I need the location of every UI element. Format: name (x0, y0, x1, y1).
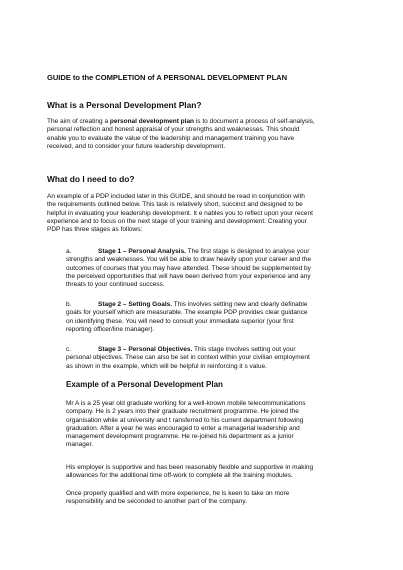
stage-line: the perceived opportunities that will have been derived from your experience and any (66, 272, 311, 280)
paragraph-line: The aim of creating a personal development plan is to document a process of self-analysis, (47, 118, 315, 125)
paragraph-line: manager. (66, 441, 94, 449)
paragraph-line: responsibility and be seconded to another part of the company. (66, 498, 247, 506)
paragraph-line: company. He is 2 years into their graduate recruitment programme. He joined the (66, 408, 299, 416)
stage-line: strengths and weaknesses. You will be able to draw heavily upon your career and the (66, 256, 311, 264)
section-paragraph-what-is-pdp (47, 118, 367, 151)
example-paragraph-2 (66, 464, 386, 481)
paragraph-line: PDP has three stages as follows: (47, 226, 143, 234)
stage-first-line: b. Stage 2 – Setting Goals. This involves setting new and clearly definable (66, 301, 308, 308)
paragraph-line: received, and to consider your future leadership development. (47, 142, 226, 150)
stage-title: Stage 2 – Setting Goals. (98, 301, 173, 308)
stage-title: Stage 1 – Personal Analysis. (98, 248, 186, 255)
example-paragraph-3 (66, 490, 386, 507)
stage-line: threats to your continued success. (66, 281, 165, 289)
stage-first-line: c. Stage 3 – Personal Objectives. This stage involves setting out your (66, 346, 296, 353)
paragraph-line: enable you to evaluate the value of the leadership and management training you have (47, 134, 295, 142)
paragraph-line: His employer is supportive and has been reasonably flexible and supportive in making (66, 464, 314, 471)
paragraph-line: graduation. After a year he was encouraged to enter a managerial leadership and (66, 424, 300, 432)
stage-line: goals for yourself which are measurable. The example PDP provides clear guidance (66, 309, 308, 317)
paragraph-line: Mr A is a 25 year old graduate working for a well-known mobile telecommunications (66, 400, 306, 407)
paragraph-line: Once properly qualified and with more experience, he is keen to take on more (66, 490, 290, 497)
stage-line: on identifying these. You will need to consult your immediate superior (your first (66, 317, 294, 325)
section-heading-what-do-i-need: What do I need to do? (47, 174, 135, 184)
paragraph-line: experience and to focus on the next stage of your training and development. Creating your (47, 217, 307, 225)
paragraph-line: allowances for the additional time off-work to complete all the training modules. (66, 472, 293, 480)
paragraph-line: the requirements outlined below. This task is relatively short, succinct and designed to be (47, 201, 303, 209)
paragraph-line: management development programme. He re-joined his department as a junior (66, 433, 294, 441)
stage-item-1 (66, 248, 366, 289)
stage-line: outcomes of courses that you may have attended. These should be supplemented by (66, 264, 311, 272)
paragraph-line: helpful in evaluating your leadership development. It e nables you to reflect upon your recent (47, 209, 313, 217)
paragraph-line: organisation while at university and t ransferred to his current department following (66, 416, 304, 424)
example-heading: Example of a Personal Development Plan (66, 380, 223, 389)
stage-line: reporting officer/line manager). (66, 325, 155, 333)
section-heading-what-is-pdp: What is a Personal Development Plan? (47, 100, 202, 110)
stage-letter: b. (66, 301, 72, 308)
stage-letter: a. (66, 248, 72, 255)
stage-first-line: a. Stage 1 – Personal Analysis. The first stage is designed to analyse your (66, 248, 310, 255)
stage-item-3 (66, 346, 366, 371)
paragraph-line: An example of a PDP included later in this GUIDE, and should be read in conjunction with (47, 193, 305, 200)
document-title: GUIDE to the COMPLETION of A PERSONAL DEVELOPMENT PLAN (47, 73, 288, 82)
section-paragraph-what-do-i-need (47, 193, 367, 234)
emphasis-text: personal development plan (109, 118, 195, 125)
paragraph-line: personal reflection and honest appraisal of your strengths and weaknesses. This should (47, 126, 300, 134)
stage-letter: c. (66, 346, 72, 353)
stage-item-2 (66, 301, 366, 334)
stage-line: personal objectives. These can also be set in context within your civilian employment (66, 354, 310, 362)
example-paragraph-1 (66, 400, 386, 450)
stage-title: Stage 3 – Personal Objectives. (98, 346, 193, 353)
stage-line: as shown in the example, which will be helpful in reinforcing it s value. (66, 362, 267, 370)
